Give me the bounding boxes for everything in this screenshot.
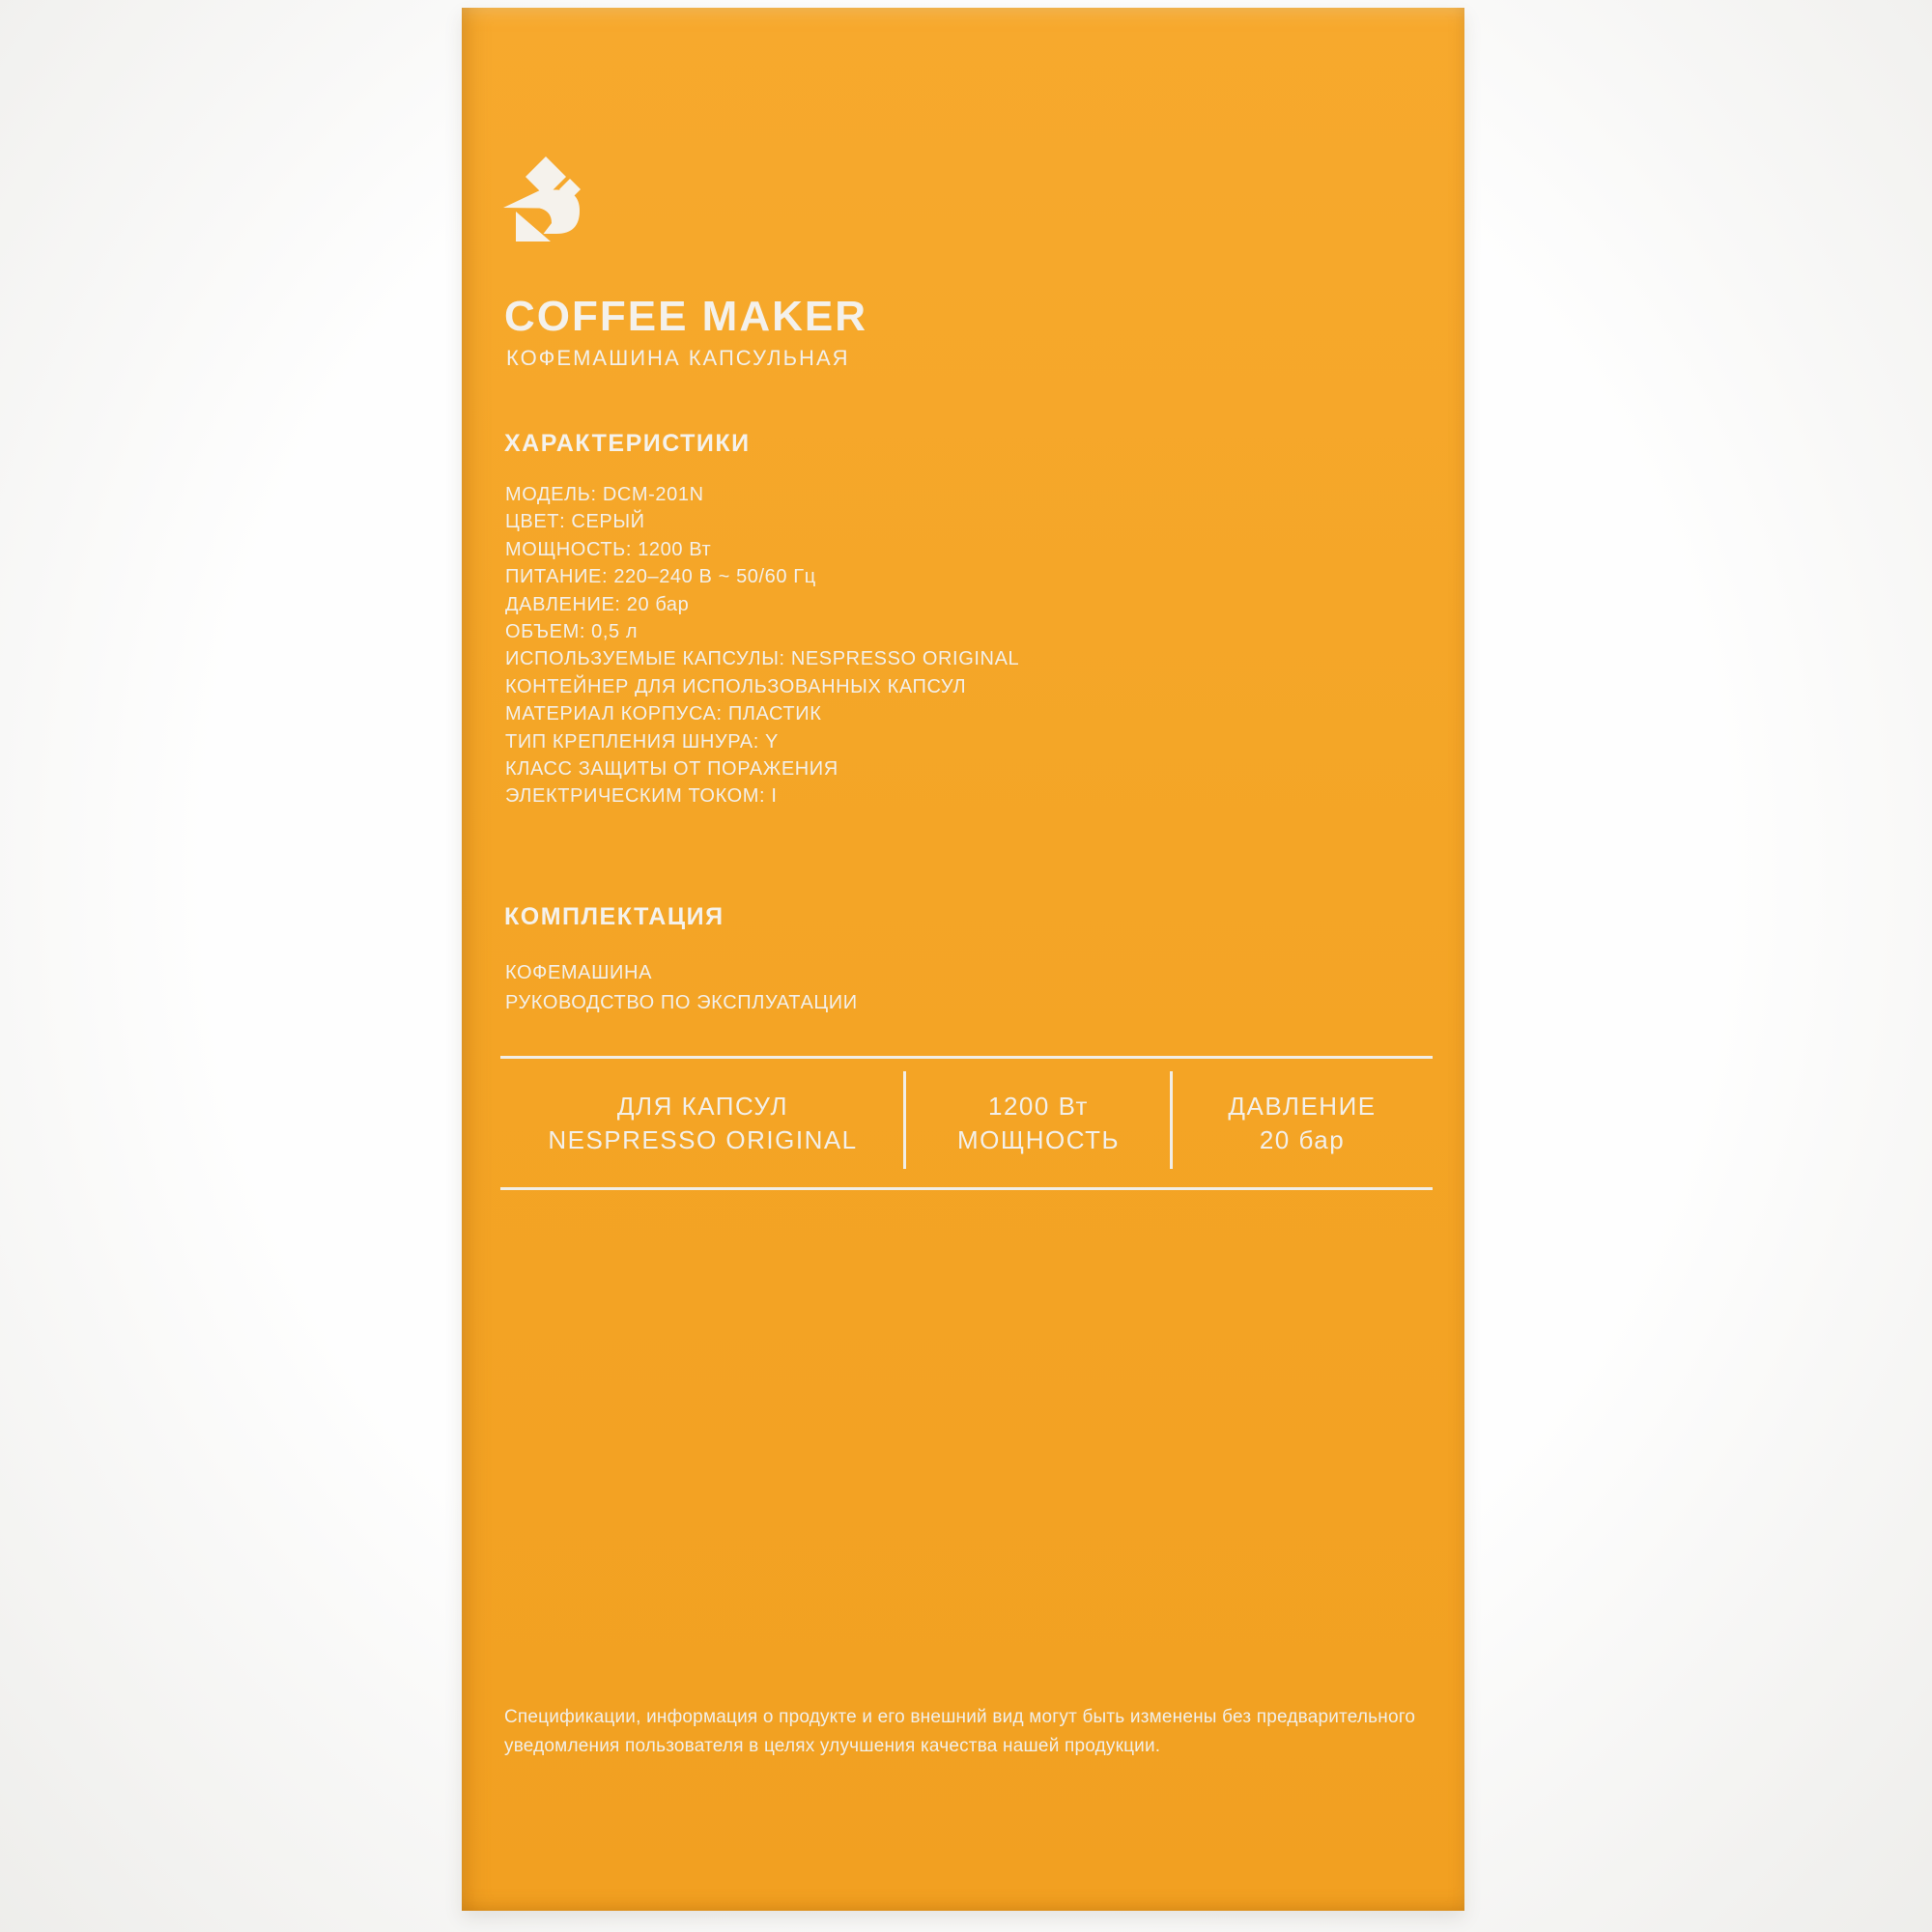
spec-line-protection-class: КЛАСС ЗАЩИТЫ ОТ ПОРАЖЕНИЯ bbox=[505, 758, 838, 781]
highlight-power bbox=[905, 1090, 1172, 1157]
banner-divider-left bbox=[903, 1071, 906, 1169]
specs-heading: ХАРАКТЕРИСТИКИ bbox=[504, 430, 751, 457]
disclaimer-line1: Спецификации, информация о продукте и его внешний вид могут быть изменены без предварительного bbox=[504, 1707, 1416, 1727]
product-subtitle: КОФЕМАШИНА КАПСУЛЬНАЯ bbox=[506, 346, 850, 370]
package-item-machine: КОФЕМАШИНА bbox=[505, 962, 653, 983]
highlight-pressure-line2: 20 бар bbox=[1259, 1124, 1346, 1154]
spec-line-model: МОДЕЛЬ: DCM-201N bbox=[505, 484, 704, 505]
dexp-diamond-logo-icon bbox=[502, 156, 585, 244]
highlight-capsules bbox=[500, 1090, 905, 1157]
banner-divider-right bbox=[1170, 1071, 1173, 1169]
spec-line-container: КОНТЕЙНЕР ДЛЯ ИСПОЛЬЗОВАННЫХ КАПСУЛ bbox=[505, 675, 967, 697]
disclaimer-line2: уведомления пользователя в целях улучшения качества нашей продукции. bbox=[504, 1736, 1161, 1756]
package-item-manual: РУКОВОДСТВО ПО ЭКСПЛУАТАЦИИ bbox=[505, 991, 858, 1013]
spec-line-supply: ПИТАНИЕ: 220–240 В ~ 50/60 Гц bbox=[505, 566, 816, 588]
highlights-banner bbox=[500, 1056, 1433, 1190]
highlight-pressure bbox=[1172, 1090, 1433, 1157]
spec-line-protection-class-2: ЭЛЕКТРИЧЕСКИМ ТОКОМ: I bbox=[505, 785, 778, 808]
highlight-pressure-line1: ДАВЛЕНИЕ bbox=[1228, 1091, 1377, 1121]
spec-line-power: МОЩНОСТЬ: 1200 Вт bbox=[505, 538, 712, 560]
package-heading: КОМПЛЕКТАЦИЯ bbox=[504, 903, 724, 930]
highlight-power-line1: 1200 Вт bbox=[988, 1091, 1089, 1121]
product-title: COFFEE MAKER bbox=[504, 293, 867, 340]
product-box-back-panel bbox=[462, 8, 1464, 1911]
disclaimer-text bbox=[504, 1703, 1424, 1761]
spec-line-material: МАТЕРИАЛ КОРПУСА: ПЛАСТИК bbox=[505, 703, 822, 725]
spec-line-capsules: ИСПОЛЬЗУЕМЫЕ КАПСУЛЫ: NESPRESSO ORIGINAL bbox=[505, 648, 1020, 670]
package-list bbox=[505, 958, 858, 1017]
spec-line-cord-type: ТИП КРЕПЛЕНИЯ ШНУРА: Y bbox=[505, 730, 779, 753]
spec-line-pressure: ДАВЛЕНИЕ: 20 бар bbox=[505, 593, 690, 615]
highlight-power-line2: МОЩНОСТЬ bbox=[956, 1124, 1121, 1154]
spec-line-color: ЦВЕТ: СЕРЫЙ bbox=[505, 511, 645, 533]
highlight-capsules-line1: ДЛЯ КАПСУЛ bbox=[616, 1091, 789, 1121]
specs-list bbox=[505, 481, 1019, 810]
spec-line-volume: ОБЪЕМ: 0,5 л bbox=[505, 621, 639, 643]
highlight-capsules-line2: NESPRESSO ORIGINAL bbox=[548, 1124, 858, 1154]
